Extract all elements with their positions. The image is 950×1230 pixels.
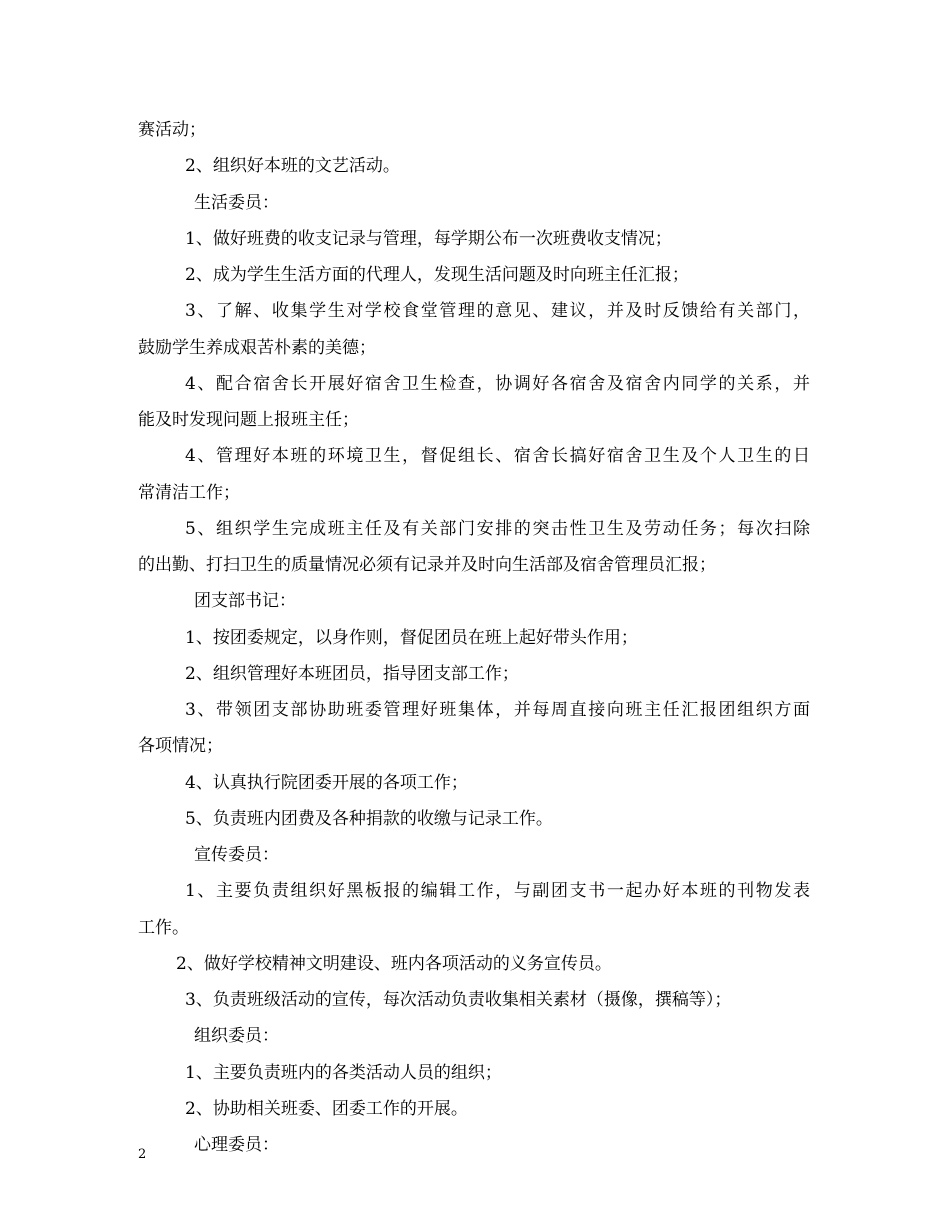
text-line: 2、组织管理好本班团员，指导团支部工作；	[185, 664, 519, 684]
text-line: 5、负责班内团费及各种捐款的收缴与记录工作。	[185, 809, 553, 829]
text-line: 鼓励学生养成艰苦朴素的美德；	[138, 338, 376, 358]
text-line: 3、带领团支部协助班委管理好班集体，并每周直接向班主任汇报团组织方面	[185, 700, 810, 720]
text-line: 1、按团委规定，以身作则，督促团员在班上起好带头作用；	[185, 628, 638, 648]
text-line: 的出勤、打扫卫生的质量情况必须有记录并及时向生活部及宿舍管理员汇报；	[138, 555, 716, 575]
text-line: 1、做好班费的收支记录与管理，每学期公布一次班费收支情况；	[185, 229, 672, 249]
page-number: 2	[138, 1147, 147, 1162]
section-heading: 心理委员：	[194, 1135, 279, 1155]
text-line: 常清洁工作；	[138, 483, 240, 503]
text-line: 4、认真执行院团委开展的各项工作；	[185, 773, 468, 793]
text-line: 各项情况；	[138, 736, 223, 756]
text-line: 1、主要负责组织好黑板报的编辑工作，与副团支书一起办好本班的刊物发表	[185, 881, 810, 901]
text-line: 2、做好学校精神文明建设、班内各项活动的义务宣传员。	[176, 954, 612, 974]
text-line: 2、协助相关班委、团委工作的开展。	[185, 1099, 468, 1119]
text-line: 3、负责班级活动的宣传，每次活动负责收集相关素材（摄像，撰稿等）；	[185, 990, 732, 1010]
text-line: 1、主要负责班内的各类活动人员的组织；	[185, 1063, 502, 1083]
section-heading: 组织委员：	[194, 1026, 279, 1046]
section-heading: 宣传委员：	[194, 845, 279, 865]
text-line: 4、管理好本班的环境卫生，督促组长、宿舍长搞好宿舍卫生及个人卫生的日	[185, 446, 810, 466]
text-line: 工作。	[138, 918, 189, 938]
section-heading: 生活委员：	[194, 193, 279, 213]
text-line: 4、配合宿舍长开展好宿舍卫生检查，协调好各宿舍及宿舍内同学的关系，并	[185, 374, 810, 394]
text-line: 2、成为学生生活方面的代理人，发现生活问题及时向班主任汇报；	[185, 265, 689, 285]
text-line: 2、组织好本班的文艺活动。	[185, 156, 400, 176]
section-heading: 团支部书记：	[194, 591, 296, 611]
text-line: 3、了解、收集学生对学校食堂管理的意见、建议，并及时反馈给有关部门，	[185, 301, 810, 321]
text-line: 5、组织学生完成班主任及有关部门安排的突击性卫生及劳动任务；每次扫除	[185, 519, 810, 539]
text-line: 赛活动；	[138, 120, 206, 140]
text-line: 能及时发现问题上报班主任；	[138, 410, 359, 430]
